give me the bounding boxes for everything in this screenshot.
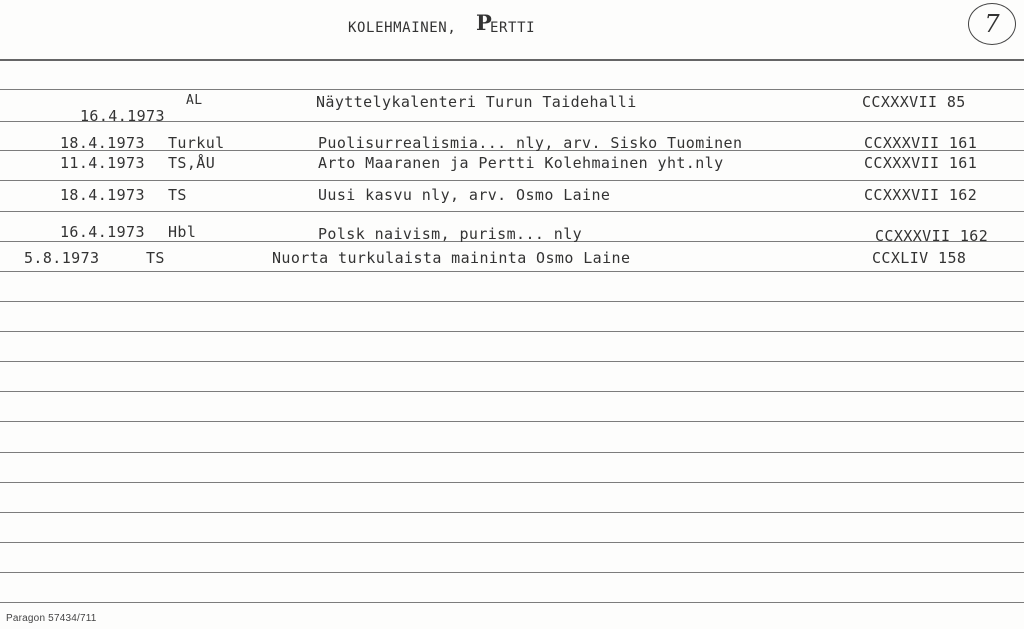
entry-source: TS,ÅU <box>168 154 216 172</box>
card-heading-initial: P <box>476 10 492 35</box>
entry-date: 11.4.1973 <box>60 154 145 172</box>
header-rule <box>0 59 1024 61</box>
entry-date: 16.4.1973 <box>80 107 165 125</box>
entry-description: Uusi kasvu nly, arv. Osmo Laine <box>318 186 611 204</box>
entry-description: Puolisurrealismia... nly, arv. Sisko Tuominen <box>318 134 743 152</box>
card-heading-rest: ERTTI <box>490 20 536 36</box>
ruled-line <box>0 301 1024 302</box>
entry-source: Hbl <box>168 223 197 241</box>
entry-description: Arto Maaranen ja Pertti Kolehmainen yht.nly <box>318 154 724 172</box>
entry-source: Turkul <box>168 134 225 152</box>
entry-reference: CCXXXVII 85 <box>862 93 966 111</box>
entry-date: 18.4.1973 <box>60 134 145 152</box>
entry-date: 5.8.1973 <box>24 249 100 267</box>
entry-date: 18.4.1973 <box>60 186 145 204</box>
entry-reference: CCXXXVII 161 <box>864 154 978 172</box>
ruled-line <box>0 361 1024 362</box>
entry-description: Nuorta turkulaista maininta Osmo Laine <box>272 249 631 267</box>
entry-source: TS <box>168 186 187 204</box>
ruled-line <box>0 180 1024 181</box>
entry-source: TS <box>146 249 165 267</box>
entry-reference: CCXLIV 158 <box>872 249 967 267</box>
entry-source: AL <box>186 93 203 108</box>
ruled-line <box>0 482 1024 483</box>
entry-date: 16.4.1973 <box>60 223 145 241</box>
ruled-line <box>0 331 1024 332</box>
entry-reference: CCXXXVII 161 <box>864 134 978 152</box>
ruled-line <box>0 89 1024 90</box>
ruled-line <box>0 271 1024 272</box>
entry-reference: CCXXXVII 162 <box>875 227 989 245</box>
entry-reference: CCXXXVII 162 <box>864 186 978 204</box>
ruled-line <box>0 512 1024 513</box>
ruled-line <box>0 602 1024 603</box>
ruled-line <box>0 542 1024 543</box>
ruled-line <box>0 421 1024 422</box>
ruled-line <box>0 452 1024 453</box>
entry-description: Polsk naivism, purism... nly <box>318 225 583 243</box>
ruled-line <box>0 211 1024 212</box>
ruled-line <box>0 391 1024 392</box>
card-footer: Paragon 57434/711 <box>6 613 97 624</box>
entry-description: Näyttelykalenteri Turun Taidehalli <box>316 93 637 111</box>
card-heading-name: KOLEHMAINEN, <box>348 20 457 36</box>
card-number: 7 <box>984 10 1000 38</box>
card-number-badge <box>968 3 1016 45</box>
ruled-line <box>0 572 1024 573</box>
